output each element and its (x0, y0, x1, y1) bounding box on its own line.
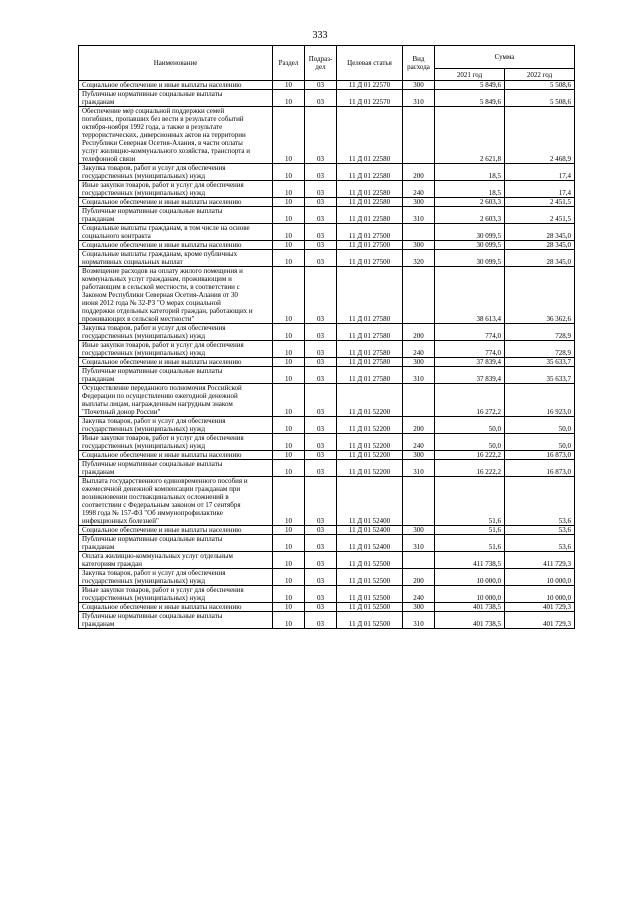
row-kind (403, 224, 435, 241)
row-subsection: 03 (305, 164, 337, 181)
table-row (79, 207, 575, 224)
row-amount-2022: 35 633,7 (505, 358, 575, 367)
row-kind: 310 (403, 90, 435, 107)
row-amount-2021: 18,5 (435, 164, 505, 181)
row-name: Закупка товаров, работ и услуг для обеспечения государственных (муниципальных) нужд (79, 324, 273, 341)
row-target: 11 Д 01 52200 (337, 434, 403, 451)
row-amount-2022: 36 362,6 (505, 267, 575, 324)
row-section: 10 (273, 526, 305, 535)
row-subsection: 03 (305, 250, 337, 267)
row-amount-2022: 411 729,3 (505, 552, 575, 569)
header-target: Целевая статья (337, 46, 403, 81)
row-section: 10 (273, 552, 305, 569)
row-kind: 200 (403, 569, 435, 586)
row-target: 11 Д 01 27580 (337, 341, 403, 358)
row-section: 10 (273, 535, 305, 552)
row-amount-2021: 38 613,4 (435, 267, 505, 324)
row-amount-2022: 5 508,6 (505, 90, 575, 107)
row-name: Социальное обеспечение и иные выплаты населению (79, 81, 273, 90)
row-name: Возмещение расходов на оплату жилого помещения и коммунальных услуг гражданам, проживающим и работающим в сельской местности, в соответствии с Законом Республики Северная Осетия-Алания от 30 июня 2012 года № 32-РЗ "О мерах социальной поддержки отдельных категорий граждан, работающих и проживающих в сельской местности" (79, 267, 273, 324)
budget-table (78, 45, 575, 629)
row-name: Публичные нормативные социальные выплаты гражданам (79, 207, 273, 224)
row-amount-2021: 10 000,0 (435, 586, 505, 603)
row-amount-2022: 16 923,0 (505, 384, 575, 417)
table-row (79, 250, 575, 267)
row-name: Иные закупки товаров, работ и услуг для обеспечения государственных (муниципальных) нужд (79, 434, 273, 451)
row-amount-2022: 53,6 (505, 535, 575, 552)
row-name: Осуществление переданного полномочия Российской Федерации по осуществлению ежегодной денежной выплаты лицам, награжденным нагрудным знаком "Почетный донор России" (79, 384, 273, 417)
row-subsection: 03 (305, 586, 337, 603)
row-amount-2021: 774,0 (435, 324, 505, 341)
row-subsection: 03 (305, 224, 337, 241)
row-subsection: 03 (305, 198, 337, 207)
row-subsection: 03 (305, 552, 337, 569)
row-kind: 200 (403, 417, 435, 434)
row-target: 11 Д 01 22580 (337, 181, 403, 198)
row-amount-2022: 53,6 (505, 526, 575, 535)
row-subsection: 03 (305, 535, 337, 552)
table-row (79, 81, 575, 90)
row-kind: 310 (403, 460, 435, 477)
row-target: 11 Д 01 52400 (337, 526, 403, 535)
row-amount-2021: 2 603,3 (435, 207, 505, 224)
row-name: Публичные нормативные социальные выплаты гражданам (79, 612, 273, 629)
row-section: 10 (273, 241, 305, 250)
row-name: Оплата жилищно-коммунальных услуг отдельным категориям граждан (79, 552, 273, 569)
row-section: 10 (273, 207, 305, 224)
row-amount-2022: 28 345,0 (505, 224, 575, 241)
row-section: 10 (273, 107, 305, 164)
row-amount-2022: 401 729,3 (505, 612, 575, 629)
row-section: 10 (273, 586, 305, 603)
row-section: 10 (273, 181, 305, 198)
row-amount-2021: 37 839,4 (435, 358, 505, 367)
table-row (79, 586, 575, 603)
row-target: 11 Д 01 27580 (337, 358, 403, 367)
row-amount-2022: 728,9 (505, 341, 575, 358)
row-amount-2022: 10 000,0 (505, 586, 575, 603)
row-subsection: 03 (305, 341, 337, 358)
row-kind: 300 (403, 81, 435, 90)
row-target: 11 Д 01 22570 (337, 90, 403, 107)
row-kind: 300 (403, 198, 435, 207)
row-kind: 300 (403, 526, 435, 535)
row-name: Публичные нормативные социальные выплаты гражданам (79, 460, 273, 477)
row-name: Публичные нормативные социальные выплаты гражданам (79, 367, 273, 384)
table-row (79, 434, 575, 451)
row-target: 11 Д 01 52400 (337, 535, 403, 552)
row-amount-2021: 5 849,6 (435, 90, 505, 107)
table-row (79, 181, 575, 198)
header-kind: Вид расхода (403, 46, 435, 81)
row-target: 11 Д 01 52400 (337, 477, 403, 526)
row-section: 10 (273, 81, 305, 90)
row-target: 11 Д 01 27500 (337, 224, 403, 241)
row-target: 11 Д 01 22580 (337, 198, 403, 207)
row-target: 11 Д 01 22580 (337, 107, 403, 164)
row-subsection: 03 (305, 434, 337, 451)
row-amount-2021: 50,0 (435, 417, 505, 434)
row-name: Публичные нормативные социальные выплаты гражданам (79, 90, 273, 107)
table-row (79, 198, 575, 207)
table-row (79, 164, 575, 181)
row-name: Иные закупки товаров, работ и услуг для обеспечения государственных (муниципальных) нужд (79, 181, 273, 198)
row-amount-2021: 401 738,5 (435, 603, 505, 612)
row-section: 10 (273, 612, 305, 629)
row-subsection: 03 (305, 526, 337, 535)
row-kind: 300 (403, 241, 435, 250)
row-kind: 240 (403, 434, 435, 451)
row-amount-2022: 28 345,0 (505, 241, 575, 250)
row-name: Социальное обеспечение и иные выплаты населению (79, 526, 273, 535)
row-amount-2022: 5 508,6 (505, 81, 575, 90)
row-section: 10 (273, 451, 305, 460)
row-section: 10 (273, 434, 305, 451)
row-amount-2022: 50,0 (505, 434, 575, 451)
row-amount-2021: 16 272,2 (435, 384, 505, 417)
table-row (79, 384, 575, 417)
row-amount-2021: 30 099,5 (435, 250, 505, 267)
row-amount-2021: 10 000,0 (435, 569, 505, 586)
row-name: Выплата государственного единовременного пособия и ежемесячной денежной компенсации гражданам при возникновении поствакцинальных осложнений в соответствии с Федеральным законом от 17 сентября 1998 года № 157-ФЗ "Об иммунопрофилактике инфекционных болезней" (79, 477, 273, 526)
page-number: 333 (312, 30, 328, 41)
row-subsection: 03 (305, 417, 337, 434)
table-body (79, 81, 575, 629)
row-target: 11 Д 01 27500 (337, 241, 403, 250)
row-kind: 300 (403, 451, 435, 460)
row-kind: 320 (403, 250, 435, 267)
row-target: 11 Д 01 52200 (337, 460, 403, 477)
row-amount-2022: 35 633,7 (505, 367, 575, 384)
table-row (79, 603, 575, 612)
row-section: 10 (273, 267, 305, 324)
table-row (79, 224, 575, 241)
row-target: 11 Д 01 52500 (337, 569, 403, 586)
row-name: Социальное обеспечение и иные выплаты населению (79, 358, 273, 367)
row-kind: 300 (403, 358, 435, 367)
row-amount-2022: 728,9 (505, 324, 575, 341)
row-kind (403, 477, 435, 526)
table-row (79, 451, 575, 460)
row-amount-2022: 16 873,0 (505, 460, 575, 477)
row-kind: 200 (403, 164, 435, 181)
row-subsection: 03 (305, 324, 337, 341)
row-kind (403, 384, 435, 417)
header-year-2021: 2021 год (435, 69, 505, 81)
row-subsection: 03 (305, 267, 337, 324)
table-row (79, 107, 575, 164)
table-row (79, 569, 575, 586)
row-amount-2021: 51,6 (435, 477, 505, 526)
row-amount-2021: 411 738,5 (435, 552, 505, 569)
header-sum: Сумма (435, 46, 575, 69)
row-name: Социальные выплаты гражданам, в том числе на основе социального контракта (79, 224, 273, 241)
row-subsection: 03 (305, 384, 337, 417)
header-section: Раздел (273, 46, 305, 81)
table-row (79, 535, 575, 552)
row-section: 10 (273, 367, 305, 384)
row-kind: 310 (403, 367, 435, 384)
table-row (79, 417, 575, 434)
row-subsection: 03 (305, 241, 337, 250)
row-name: Социальное обеспечение и иные выплаты населению (79, 241, 273, 250)
row-subsection: 03 (305, 477, 337, 526)
table-row (79, 552, 575, 569)
table-row (79, 267, 575, 324)
row-subsection: 03 (305, 207, 337, 224)
table-row (79, 477, 575, 526)
row-kind: 300 (403, 603, 435, 612)
row-name: Закупка товаров, работ и услуг для обеспечения государственных (муниципальных) нужд (79, 164, 273, 181)
row-kind (403, 107, 435, 164)
row-amount-2021: 16 222,2 (435, 460, 505, 477)
row-amount-2022: 10 000,0 (505, 569, 575, 586)
row-amount-2021: 51,6 (435, 535, 505, 552)
row-target: 11 Д 01 22580 (337, 164, 403, 181)
row-amount-2021: 2 621,8 (435, 107, 505, 164)
table-row (79, 460, 575, 477)
row-target: 11 Д 01 52200 (337, 384, 403, 417)
row-amount-2022: 2 468,9 (505, 107, 575, 164)
row-kind: 240 (403, 181, 435, 198)
row-name: Социальное обеспечение и иные выплаты населению (79, 451, 273, 460)
row-amount-2021: 16 222,2 (435, 451, 505, 460)
row-subsection: 03 (305, 81, 337, 90)
row-amount-2021: 30 099,5 (435, 224, 505, 241)
row-amount-2021: 2 603,3 (435, 198, 505, 207)
row-subsection: 03 (305, 603, 337, 612)
row-amount-2022: 2 451,5 (505, 207, 575, 224)
table-row (79, 612, 575, 629)
row-amount-2021: 37 839,4 (435, 367, 505, 384)
row-section: 10 (273, 224, 305, 241)
row-subsection: 03 (305, 181, 337, 198)
row-amount-2022: 2 451,5 (505, 198, 575, 207)
row-amount-2022: 17,4 (505, 164, 575, 181)
row-amount-2022: 50,0 (505, 417, 575, 434)
row-section: 10 (273, 198, 305, 207)
row-name: Социальное обеспечение и иные выплаты населению (79, 198, 273, 207)
row-section: 10 (273, 477, 305, 526)
row-name: Иные закупки товаров, работ и услуг для обеспечения государственных (муниципальных) нужд (79, 341, 273, 358)
row-target: 11 Д 01 52500 (337, 612, 403, 629)
header-subsection: Подраз- дел (305, 46, 337, 81)
row-section: 10 (273, 324, 305, 341)
row-section: 10 (273, 250, 305, 267)
row-kind: 240 (403, 586, 435, 603)
row-amount-2021: 30 099,5 (435, 241, 505, 250)
row-kind (403, 267, 435, 324)
table-row (79, 241, 575, 250)
row-target: 11 Д 01 27580 (337, 324, 403, 341)
row-amount-2021: 401 738,5 (435, 612, 505, 629)
row-subsection: 03 (305, 107, 337, 164)
row-amount-2021: 5 849,6 (435, 81, 505, 90)
row-section: 10 (273, 603, 305, 612)
row-target: 11 Д 01 52500 (337, 603, 403, 612)
row-target: 11 Д 01 52500 (337, 552, 403, 569)
row-name: Публичные нормативные социальные выплаты гражданам (79, 535, 273, 552)
row-section: 10 (273, 341, 305, 358)
row-subsection: 03 (305, 569, 337, 586)
row-subsection: 03 (305, 358, 337, 367)
row-amount-2021: 50,0 (435, 434, 505, 451)
row-name: Обеспечение мер социальной поддержки семей погибших, пропавших без вести в результате событий октября-ноября 1992 года, а также в результате террористических, диверсионных актов на территории Республики Северная Осетия-Алания, в части оплаты услуг жилищно-коммунального хозяйства, транспорта и телефонной связи (79, 107, 273, 164)
row-amount-2022: 17,4 (505, 181, 575, 198)
row-subsection: 03 (305, 460, 337, 477)
row-name: Иные закупки товаров, работ и услуг для обеспечения государственных (муниципальных) нужд (79, 586, 273, 603)
row-subsection: 03 (305, 90, 337, 107)
row-target: 11 Д 01 52200 (337, 417, 403, 434)
row-name: Социальные выплаты гражданам, кроме публичных нормативных социальных выплат (79, 250, 273, 267)
row-section: 10 (273, 417, 305, 434)
row-target: 11 Д 01 22580 (337, 207, 403, 224)
row-amount-2022: 401 729,3 (505, 603, 575, 612)
row-amount-2022: 16 873,0 (505, 451, 575, 460)
row-kind: 200 (403, 324, 435, 341)
table-row (79, 358, 575, 367)
row-target: 11 Д 01 27500 (337, 250, 403, 267)
table-row (79, 90, 575, 107)
row-name: Социальное обеспечение и иные выплаты населению (79, 603, 273, 612)
row-name: Закупка товаров, работ и услуг для обеспечения государственных (муниципальных) нужд (79, 569, 273, 586)
row-subsection: 03 (305, 451, 337, 460)
row-target: 11 Д 01 27580 (337, 367, 403, 384)
row-amount-2021: 18,5 (435, 181, 505, 198)
row-section: 10 (273, 569, 305, 586)
table-row (79, 526, 575, 535)
row-target: 11 Д 01 22570 (337, 81, 403, 90)
row-name: Закупка товаров, работ и услуг для обеспечения государственных (муниципальных) нужд (79, 417, 273, 434)
row-subsection: 03 (305, 367, 337, 384)
table-row (79, 341, 575, 358)
row-section: 10 (273, 358, 305, 367)
row-amount-2022: 53,6 (505, 477, 575, 526)
row-kind: 240 (403, 341, 435, 358)
row-target: 11 Д 01 27580 (337, 267, 403, 324)
row-kind: 310 (403, 207, 435, 224)
row-amount-2021: 774,0 (435, 341, 505, 358)
table-row (79, 367, 575, 384)
row-amount-2022: 28 345,0 (505, 250, 575, 267)
row-amount-2021: 51,6 (435, 526, 505, 535)
row-target: 11 Д 01 52200 (337, 451, 403, 460)
row-kind (403, 552, 435, 569)
row-kind: 310 (403, 612, 435, 629)
row-kind: 310 (403, 535, 435, 552)
row-section: 10 (273, 460, 305, 477)
row-section: 10 (273, 384, 305, 417)
row-section: 10 (273, 90, 305, 107)
header-year-2022: 2022 год (505, 69, 575, 81)
row-subsection: 03 (305, 612, 337, 629)
table-row (79, 324, 575, 341)
header-name: Наименование (79, 46, 273, 81)
row-section: 10 (273, 164, 305, 181)
row-target: 11 Д 01 52500 (337, 586, 403, 603)
